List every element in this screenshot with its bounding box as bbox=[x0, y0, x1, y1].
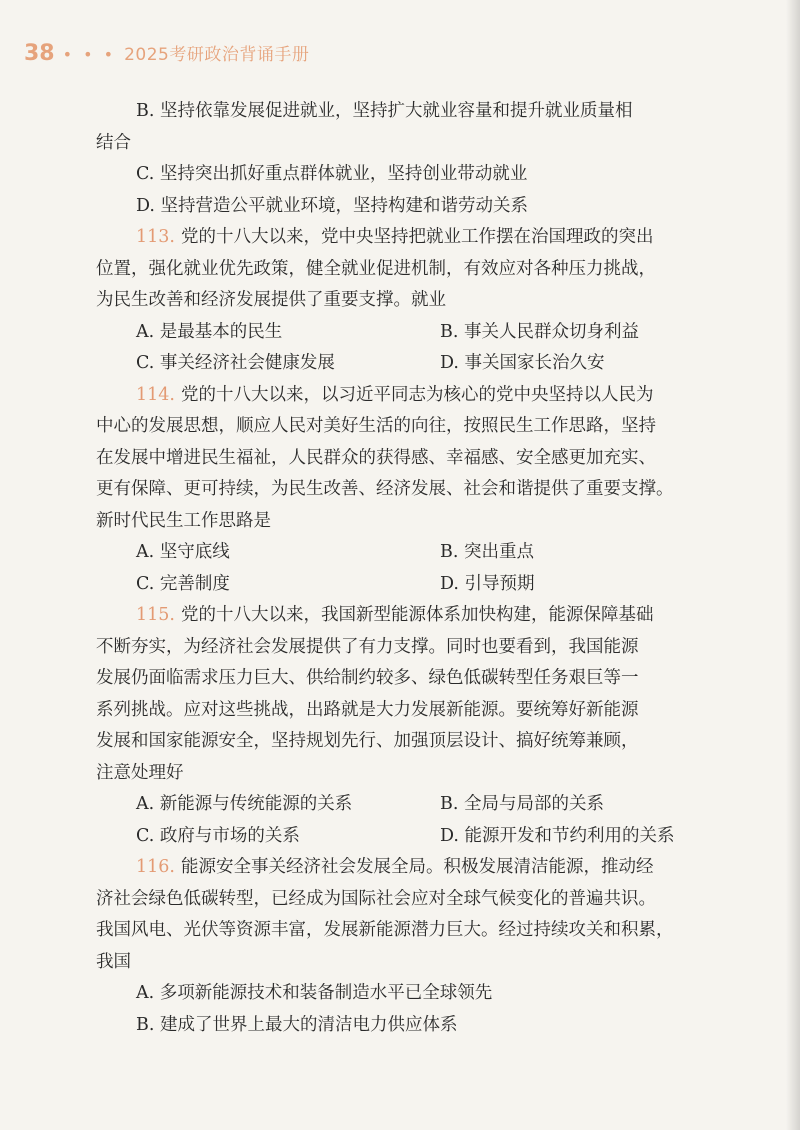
q115-option-c: C. 政府与市场的关系 bbox=[136, 825, 300, 846]
q114-line-5: 新时代民生工作思路是 bbox=[96, 510, 271, 531]
q114-option-b: B. 突出重点 bbox=[440, 542, 534, 562]
q114-line-2: 中心的发展思想，顺应人民对美好生活的向往，按照民生工作思路，坚持 bbox=[96, 416, 656, 436]
page-header bbox=[24, 40, 309, 66]
page-content bbox=[96, 96, 708, 1041]
q114-line-1 bbox=[96, 380, 708, 412]
q114-line-3: 在发展中增进民生福祉，人民群众的获得感、幸福感、安全感更加充实、 bbox=[96, 447, 656, 468]
q112-option-b-line2: 结合 bbox=[96, 132, 131, 153]
q115-line-3: 发展仍面临需求压力巨大、供给制约较多、绿色低碳转型任务艰巨等一 bbox=[96, 668, 639, 688]
q113-option-a: A. 是最基本的民生 bbox=[136, 321, 283, 342]
q116-text-1: 能源安全事关经济社会发展全局。积极发展清洁能源，推动经 bbox=[180, 857, 654, 877]
q115-number: 115. bbox=[136, 605, 175, 625]
q112-option-d: D. 坚持营造公平就业环境，坚持构建和谐劳动关系 bbox=[136, 195, 529, 216]
q112-option-c: C. 坚持突出抓好重点群体就业，坚持创业带动就业 bbox=[136, 164, 528, 184]
q113-options-row-2 bbox=[96, 348, 708, 380]
q113-line-1 bbox=[96, 222, 708, 254]
q115-line-4: 系列挑战。应对这些挑战，出路就是大力发展新能源。要统筹好新能源 bbox=[96, 699, 639, 720]
page-number: 38 bbox=[24, 41, 55, 66]
q114-options-row-1 bbox=[96, 537, 708, 569]
q116-line-2: 济社会绿色低碳转型，已经成为国际社会应对全球气候变化的普遍共识。 bbox=[96, 888, 656, 909]
q114-text-1: 党的十八大以来，以习近平同志为核心的党中央坚持以人民为 bbox=[180, 384, 654, 405]
q113-option-b: B. 事关人民群众切身利益 bbox=[440, 321, 639, 342]
q112-option-b-line1: B. 坚持依靠发展促进就业，坚持扩大就业容量和提升就业质量相 bbox=[136, 101, 633, 121]
q116-option-b: B. 建成了世界上最大的清洁电力供应体系 bbox=[136, 1014, 458, 1035]
q116-line-1 bbox=[96, 852, 708, 884]
q114-option-c: C. 完善制度 bbox=[136, 573, 230, 594]
q113-options-row-1 bbox=[96, 317, 708, 349]
q116-line-4: 我国 bbox=[96, 951, 131, 972]
page-edge-shadow bbox=[786, 0, 800, 1130]
q115-line-6: 注意处理好 bbox=[96, 762, 184, 783]
q113-number: 113. bbox=[136, 227, 175, 247]
q114-options-row-2 bbox=[96, 569, 708, 601]
header-dots: • • • bbox=[62, 45, 117, 64]
q114-number: 114. bbox=[136, 384, 175, 405]
q115-option-d: D. 能源开发和节约利用的关系 bbox=[440, 825, 675, 846]
q115-line-1 bbox=[96, 600, 708, 632]
q116-option-a: A. 多项新能源技术和装备制造水平已全球领先 bbox=[136, 983, 493, 1003]
q116-line-3: 我国风电、光伏等资源丰富，发展新能源潜力巨大。经过持续攻关和积累， bbox=[96, 920, 674, 940]
q115-option-a: A. 新能源与传统能源的关系 bbox=[136, 794, 353, 814]
q115-options-row-2 bbox=[96, 821, 708, 853]
q114-option-a: A. 坚守底线 bbox=[136, 542, 230, 562]
q113-option-c: C. 事关经济社会健康发展 bbox=[136, 353, 335, 373]
q115-options-row-1 bbox=[96, 789, 708, 821]
q115-option-b: B. 全局与局部的关系 bbox=[440, 794, 604, 814]
q114-line-4: 更有保障、更可持续，为民生改善、经济发展、社会和谐提供了重要支撑。 bbox=[96, 479, 674, 499]
q113-line-2: 位置，强化就业优先政策，健全就业促进机制，有效应对各种压力挑战， bbox=[96, 258, 656, 279]
q114-option-d: D. 引导预期 bbox=[440, 573, 535, 594]
book-title: 2025考研政治背诵手册 bbox=[124, 45, 310, 65]
q115-line-2: 不断夯实，为经济社会发展提供了有力支撑。同时也要看到，我国能源 bbox=[96, 636, 639, 657]
q115-text-1: 党的十八大以来，我国新型能源体系加快构建，能源保障基础 bbox=[180, 605, 654, 625]
q116-number: 116. bbox=[136, 857, 175, 877]
q115-line-5: 发展和国家能源安全，坚持规划先行、加强顶层设计、搞好统筹兼顾， bbox=[96, 731, 639, 751]
q113-option-d: D. 事关国家长治久安 bbox=[440, 353, 605, 373]
q113-line-3: 为民生改善和经济发展提供了重要支撑。就业 bbox=[96, 290, 446, 310]
q113-text-1: 党的十八大以来，党中央坚持把就业工作摆在治国理政的突出 bbox=[180, 227, 654, 247]
